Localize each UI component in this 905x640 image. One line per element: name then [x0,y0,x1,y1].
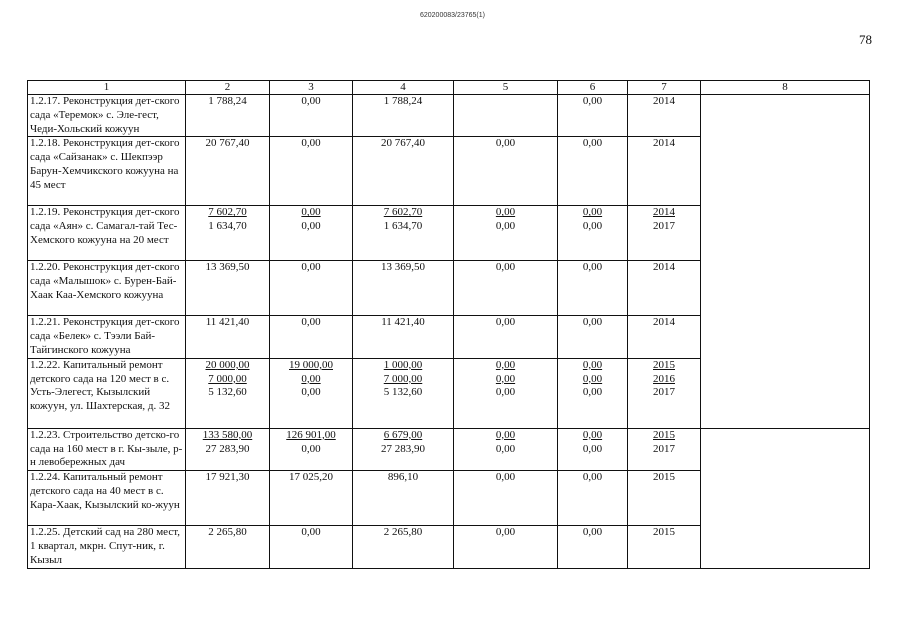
column-header: 1 [28,81,186,95]
cell-value: 7 602,70 [208,206,247,219]
table-row [28,95,870,137]
column-header: 6 [558,81,628,95]
amount-cell [454,316,558,358]
cell-value: 27 283,90 [381,442,425,455]
cell-value: 2014 [653,316,675,329]
amount-cell [186,316,270,358]
cell-value: 0,00 [582,358,603,371]
object-description-cell: 1.2.24. Капитальный ремонт детского сада на 40 мест в с. Кара-Хаак, Кызылский ко-жуун [28,471,186,526]
cell-value: 0,00 [495,526,516,539]
cell-value: 0,00 [301,526,321,539]
amount-cell [558,358,628,428]
cell-value: 0,00 [582,526,603,539]
cell-value: 13 369,50 [205,261,250,274]
year-cell [628,526,701,568]
amount-cell [270,261,353,316]
cell-value: 2014 [653,95,675,107]
cell-value: 2016 [653,372,675,385]
cell-value: 0,00 [582,442,603,455]
cell-value: 0,00 [301,137,321,150]
cell-value: 0,00 [495,261,516,274]
cell-value: 2014 [653,261,675,274]
budget-table [27,80,870,569]
cell-value: 0,00 [301,220,321,233]
cell-value: 0,00 [582,137,603,150]
amount-cell [270,358,353,428]
amount-cell [558,428,628,470]
amount-cell [186,95,270,137]
year-cell [628,358,701,428]
cell-value: 17 921,30 [205,471,250,484]
cell-value: 0,00 [495,220,516,233]
amount-cell [186,206,270,261]
page-number: 78 [859,32,872,47]
amount-cell [558,471,628,526]
column-header: 8 [701,81,870,95]
cell-value: 2 265,80 [383,526,423,539]
amount-cell [270,95,353,137]
object-description-cell: 1.2.17. Реконструкция дет-ского сада «Теремок» с. Эле-гест, Чеди-Хольский кожуун [28,95,186,137]
amount-cell [186,358,270,428]
cell-value: 0,00 [495,316,516,329]
amount-cell [558,316,628,358]
cell-value: 20 767,40 [381,137,425,150]
cell-value: 0,00 [495,358,516,371]
table-row [28,428,870,470]
notes-cell [701,428,870,568]
amount-cell [558,261,628,316]
cell-value: 0,00 [582,471,603,484]
cell-value: 0,00 [495,442,516,455]
amount-cell [558,206,628,261]
cell-value: 2014 [653,137,675,150]
cell-value: 1 634,70 [383,220,423,233]
cell-value: 0,00 [495,471,516,484]
cell-value: 2015 [653,428,675,441]
year-cell [628,471,701,526]
amount-cell [353,358,454,428]
amount-cell [353,137,454,206]
cell-value [456,95,555,109]
cell-value: 2017 [653,386,675,399]
year-cell [628,206,701,261]
object-description-cell: 1.2.19. Реконструкция дет-ского сада «Аян» с. Самагал-тай Тес-Хемского кожууна на 20 мест [28,206,186,261]
amount-cell [186,471,270,526]
cell-value: 1 788,24 [208,95,247,107]
amount-cell [186,137,270,206]
column-header: 5 [454,81,558,95]
amount-cell [558,95,628,137]
cell-value: 0,00 [301,372,321,385]
cell-value: 7 602,70 [383,206,423,219]
cell-value: 1 634,70 [208,220,247,233]
cell-value: 0,00 [301,261,321,274]
amount-cell [270,526,353,568]
cell-value: 2 265,80 [208,526,247,539]
amount-cell [454,206,558,261]
cell-value: 0,00 [582,206,603,219]
cell-value: 0,00 [582,316,603,329]
amount-cell [353,526,454,568]
cell-value: 1 000,00 [383,358,423,371]
cell-value: 0,00 [582,95,603,107]
cell-value: 0,00 [495,137,516,150]
amount-cell [558,526,628,568]
cell-value: 11 421,40 [205,316,250,329]
year-cell [628,316,701,358]
cell-value: 126 901,00 [286,428,336,441]
amount-cell [454,358,558,428]
object-description-cell: 1.2.25. Детский сад на 280 мест, 1 квартал, мкрн. Спут-ник, г. Кызыл [28,526,186,568]
cell-value: 2015 [653,471,675,484]
cell-value: 0,00 [582,372,603,385]
year-cell [628,261,701,316]
cell-value: 0,00 [582,220,603,233]
amount-cell [186,526,270,568]
cell-value: 20 000,00 [205,358,250,371]
cell-value: 0,00 [301,386,321,399]
amount-cell [454,95,558,137]
cell-value: 2017 [653,220,675,233]
cell-value: 0,00 [301,442,321,455]
cell-value: 7 000,00 [208,372,247,385]
cell-value: 0,00 [582,386,603,399]
amount-cell [454,428,558,470]
column-header: 2 [186,81,270,95]
column-header: 3 [270,81,353,95]
amount-cell [270,428,353,470]
cell-value: 13 369,50 [381,261,425,274]
cell-value: 0,00 [495,372,516,385]
amount-cell [186,261,270,316]
cell-value: 133 580,00 [202,428,253,441]
cell-value: 2017 [653,442,675,455]
cell-value: 0,00 [495,386,516,399]
amount-cell [270,471,353,526]
cell-value: 1 788,24 [383,95,423,107]
cell-value: 2015 [653,526,675,539]
cell-value: 19 000,00 [289,358,333,371]
cell-value: 20 767,40 [205,137,250,150]
document-code: 620200083/23765(1) [419,12,485,19]
amount-cell [353,316,454,358]
column-header: 4 [353,81,454,95]
amount-cell [558,137,628,206]
amount-cell [454,261,558,316]
notes-cell [701,95,870,429]
amount-cell [353,261,454,316]
column-header: 7 [628,81,701,95]
cell-value: 0,00 [495,428,516,441]
amount-cell [270,137,353,206]
amount-cell [454,471,558,526]
cell-value: 0,00 [582,261,603,274]
amount-cell [454,526,558,568]
cell-value: 0,00 [301,316,321,329]
amount-cell [353,95,454,137]
cell-value: 7 000,00 [383,372,423,385]
year-cell [628,95,701,137]
object-description-cell: 1.2.22. Капитальный ремонт детского сада на 120 мест в с. Усть-Элегест, Кызылский кожуун, ул. Шахтерская, д. 32 [28,358,186,428]
cell-value: 5 132,60 [383,386,423,399]
object-description-cell: 1.2.23. Строительство детско-го сада на 160 мест в г. Кы-зыле, р-н левобережных дач [28,428,186,470]
year-cell [628,137,701,206]
cell-value: 2015 [653,358,675,371]
object-description-cell: 1.2.20. Реконструкция дет-ского сада «Малышок» с. Бурен-Бай-Хаак Каа-Хемского кожууна [28,261,186,316]
amount-cell [270,316,353,358]
cell-value: 0,00 [495,206,516,219]
cell-value: 6 679,00 [383,428,423,441]
object-description-cell: 1.2.18. Реконструкция дет-ского сада «Сайзанак» с. Шекпээр Барун-Хемчикского кожууна на 45 мест [28,137,186,206]
amount-cell [353,428,454,470]
cell-value: 0,00 [301,95,321,107]
amount-cell [454,137,558,206]
amount-cell [186,428,270,470]
cell-value: 27 283,90 [205,442,250,455]
cell-value: 5 132,60 [208,386,247,399]
object-description-cell: 1.2.21. Реконструкция дет-ского сада «Белек» с. Тээли Бай-Тайгинского кожууна [28,316,186,358]
year-cell [628,428,701,470]
cell-value: 2014 [653,206,675,219]
cell-value: 896,10 [387,471,419,484]
amount-cell [353,206,454,261]
cell-value: 17 025,20 [289,471,333,484]
cell-value: 0,00 [301,206,321,219]
cell-value: 11 421,40 [381,316,425,329]
amount-cell [270,206,353,261]
amount-cell [353,471,454,526]
cell-value: 0,00 [582,428,603,441]
column-number-row [28,81,870,95]
